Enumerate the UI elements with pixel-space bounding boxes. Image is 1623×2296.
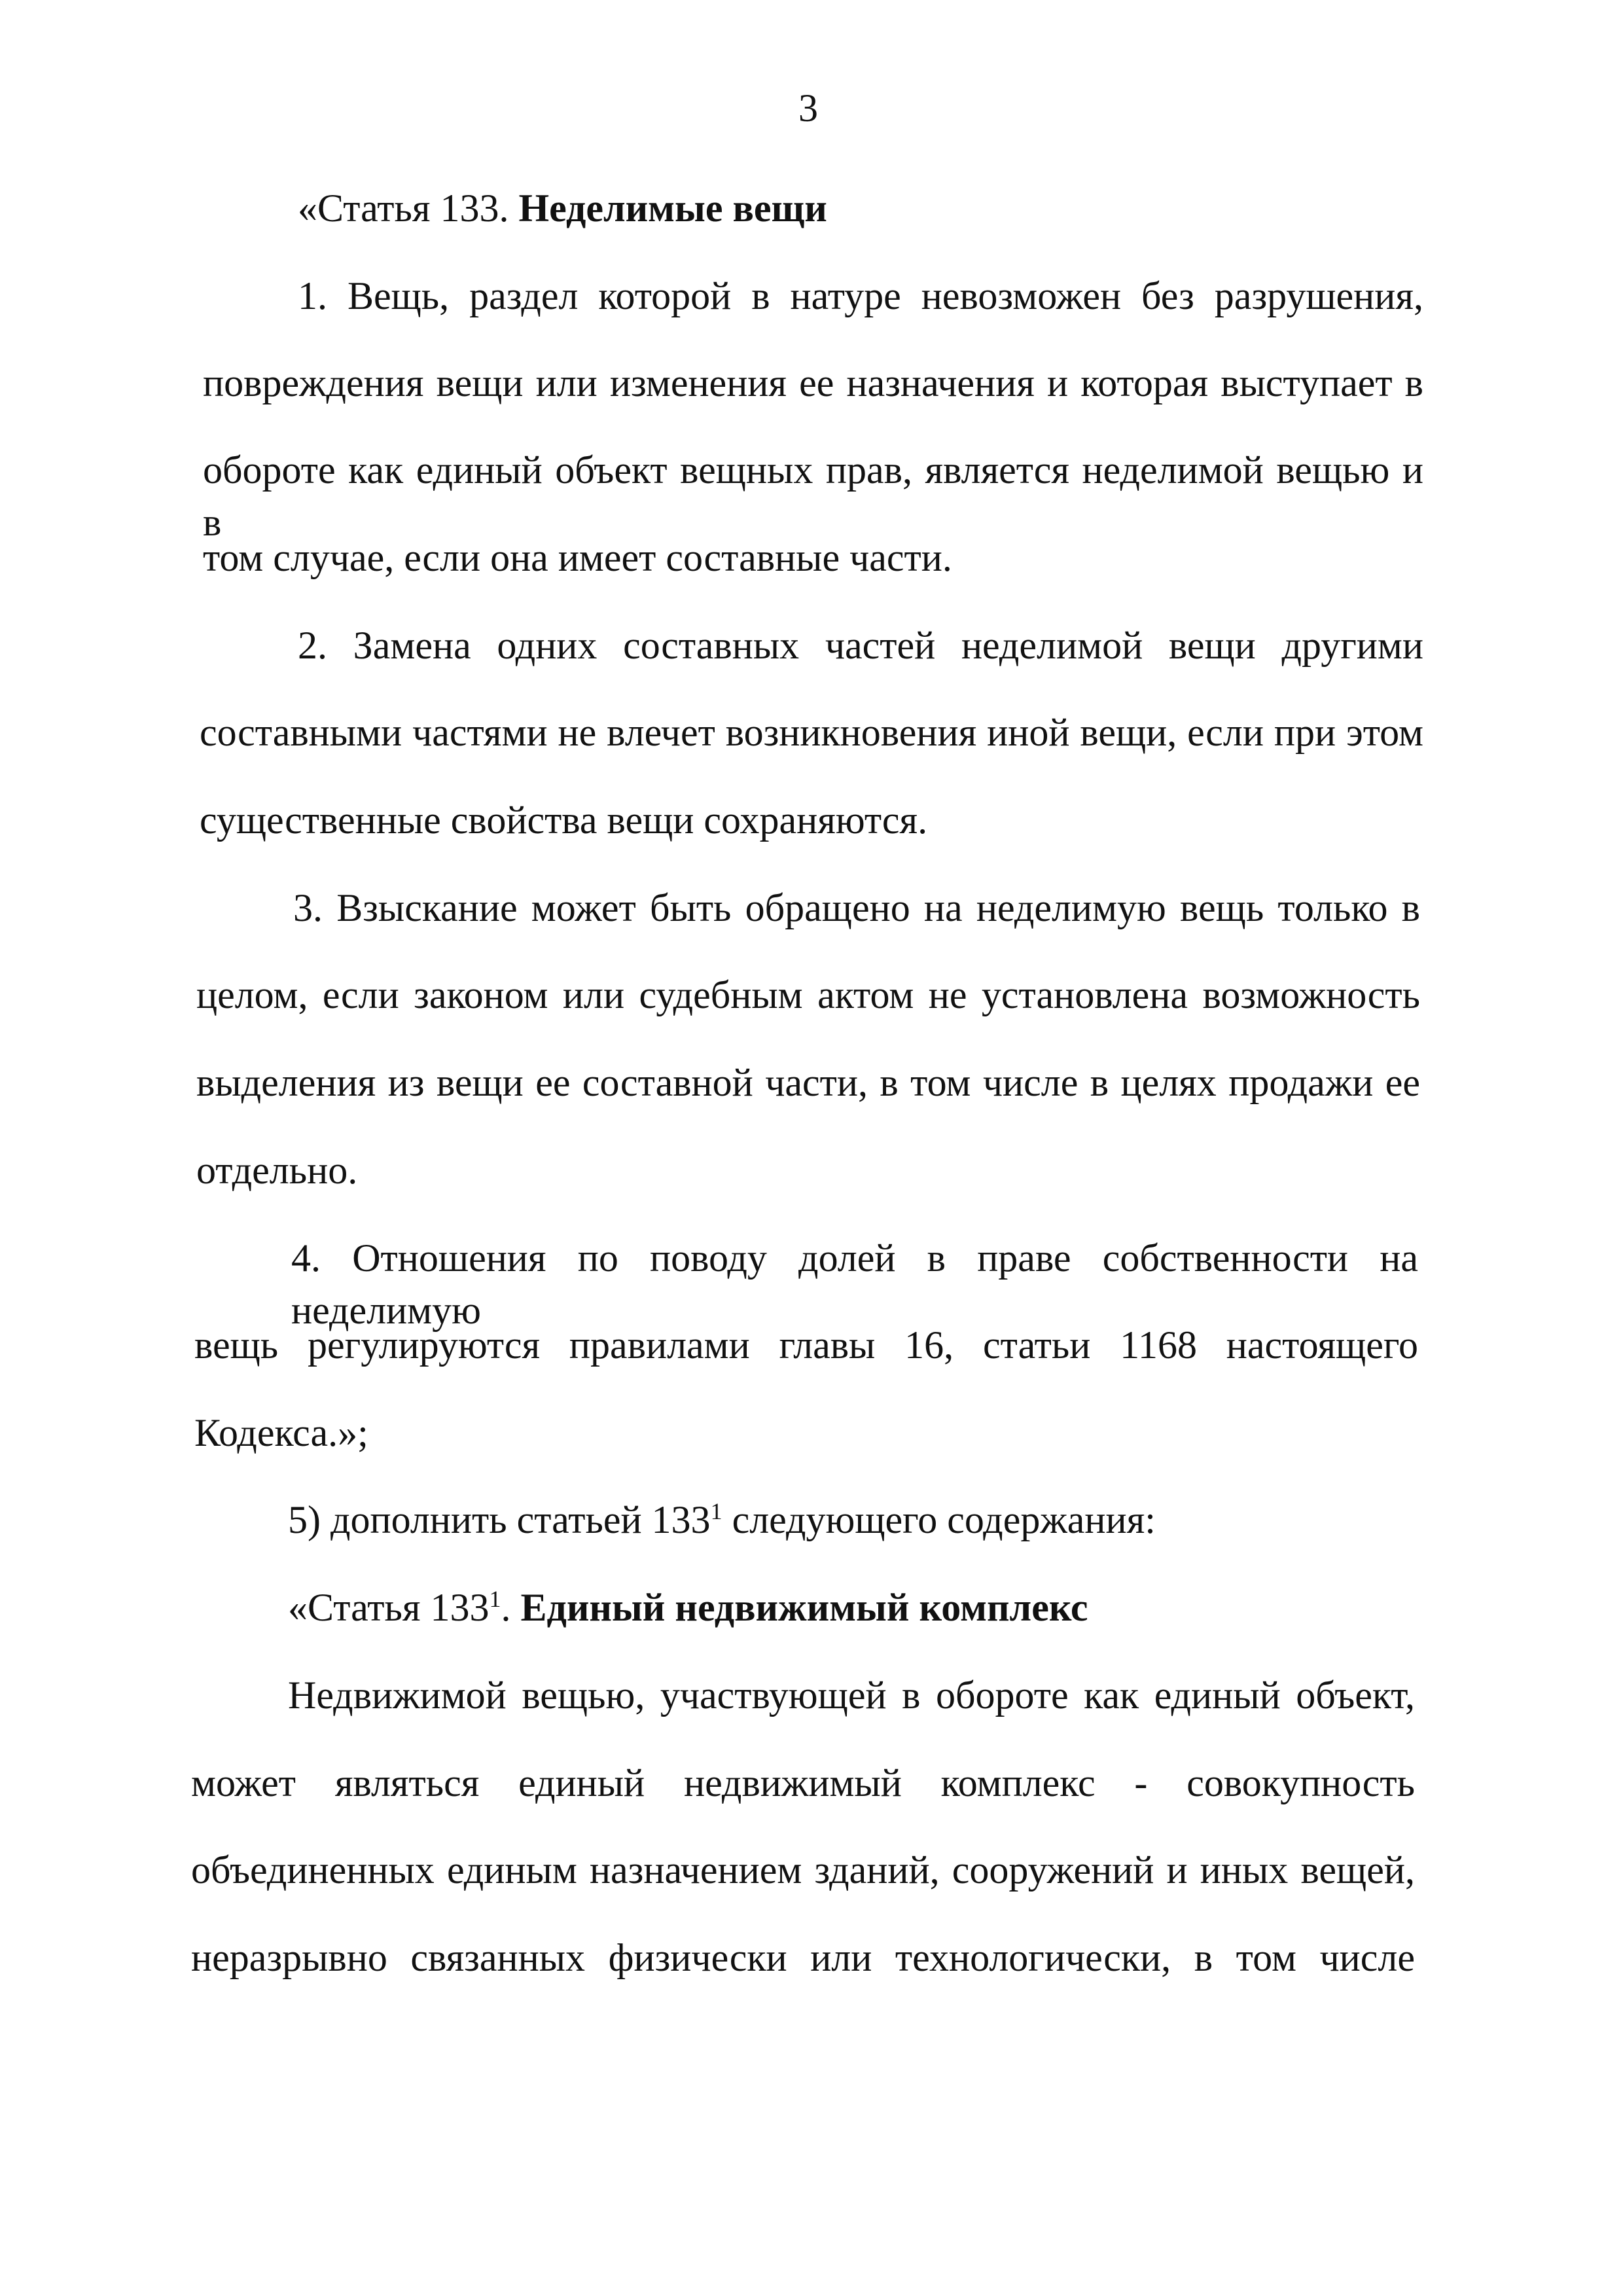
article-133-p3-line-1: 3. Взыскание может быть обращено на неделимую вещь только в xyxy=(293,886,1420,929)
article-133-1-p1-line-4: неразрывно связанных физически или технологически, в том числе xyxy=(191,1936,1415,1979)
article-133-p1-line-3: обороте как единый объект вещных прав, является неделимой вещью и в xyxy=(203,448,1423,544)
item-5-text-after: следующего содержания: xyxy=(722,1498,1156,1541)
item-5-line xyxy=(288,1494,1156,1546)
article-133-p3-line-3: выделения из вещи ее составной части, в том числе в целях продажи ее xyxy=(196,1061,1420,1104)
article-133-1-heading-dot: . xyxy=(501,1586,521,1629)
page-number: 3 xyxy=(798,86,818,130)
article-133-heading-prefix: «Статья 133. xyxy=(298,187,519,230)
article-133-1-heading-title: Единый недвижимый комплекс xyxy=(520,1586,1088,1629)
article-133-1-heading-superscript: 1 xyxy=(489,1586,501,1612)
article-133-1-heading-prefix: «Статья 133 xyxy=(288,1586,490,1629)
article-133-p4-line-2: вещь регулируются правилами главы 16, статьи 1168 настоящего xyxy=(194,1323,1418,1367)
article-133-p3-line-4: отдельно. xyxy=(196,1149,358,1192)
article-133-heading xyxy=(298,182,827,234)
article-133-p2-line-2: составными частями не влечет возникновения иной вещи, если при этом xyxy=(200,711,1423,754)
article-133-1-p1-line-3: объединенных единым назначением зданий, сооружений и иных вещей, xyxy=(191,1848,1415,1892)
item-5-superscript: 1 xyxy=(710,1498,722,1524)
article-133-p3-line-2: целом, если законом или судебным актом не установлена возможность xyxy=(196,973,1420,1016)
article-133-p4-line-1: 4. Отношения по поводу долей в праве собственности на неделимую xyxy=(291,1236,1418,1332)
article-133-p4-line-3: Кодекса.»; xyxy=(194,1411,368,1454)
article-133-p1-line-2: повреждения вещи или изменения ее назначения и которая выступает в xyxy=(203,361,1423,404)
article-133-p1-line-4: том случае, если она имеет составные части. xyxy=(203,536,952,579)
article-133-heading-title: Неделимые вещи xyxy=(518,187,827,230)
article-133-p1-line-1: 1. Вещь, раздел которой в натуре невозможен без разрушения, xyxy=(298,274,1423,317)
article-133-1-p1-line-1: Недвижимой вещью, участвующей в обороте как единый объект, xyxy=(288,1674,1415,1717)
article-133-p2-line-3: существенные свойства вещи сохраняются. xyxy=(200,798,928,842)
article-133-1-heading xyxy=(288,1581,1088,1634)
article-133-1-p1-line-2: может являться единый недвижимый комплекс - совокупность xyxy=(191,1761,1415,1804)
article-133-p2-line-1: 2. Замена одних составных частей неделимой вещи другими xyxy=(298,624,1423,667)
item-5-text-before: 5) дополнить статьей 133 xyxy=(288,1498,711,1541)
